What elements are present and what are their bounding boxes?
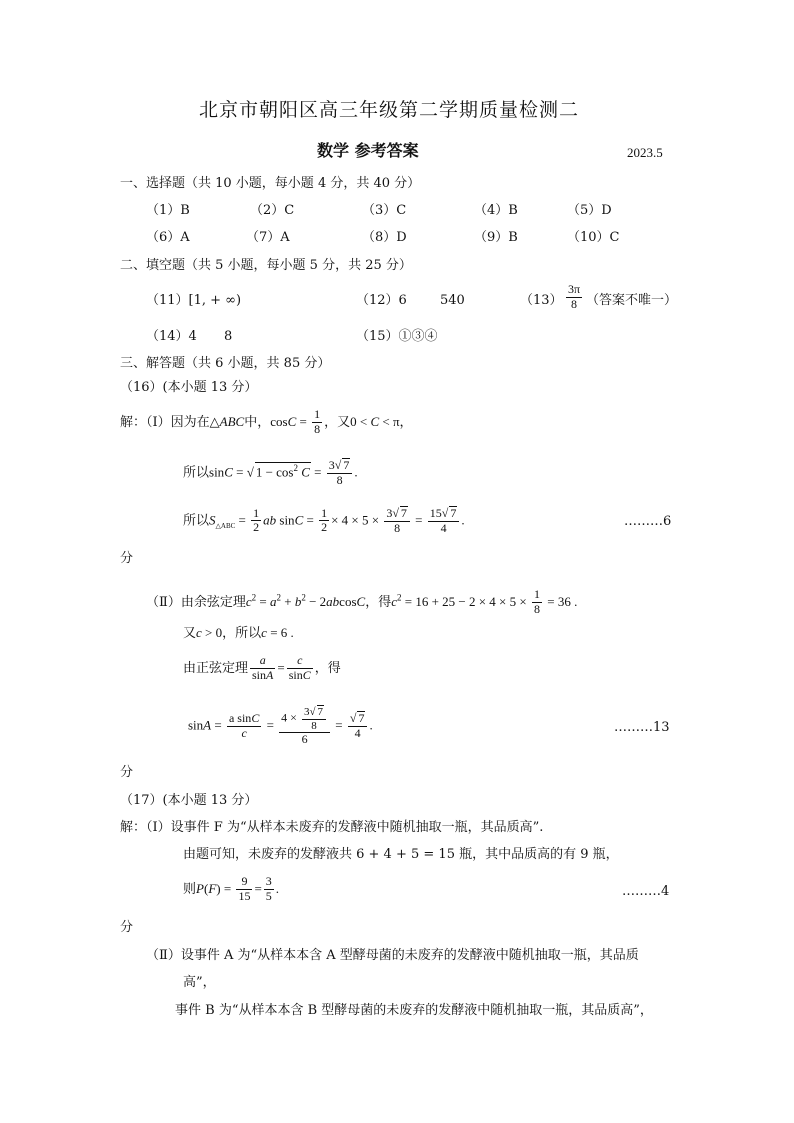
section-fill-heading: 二、填空题（共 5 小题，每小题 5 分，共 25 分） (120, 258, 412, 273)
answer-13-note: （答案不唯一） (586, 293, 678, 308)
score-6: ………6 (624, 514, 672, 529)
answer-15: （15）①③④ (356, 329, 438, 344)
problem-16-sine-rule: 由正弦定理 $\frac{a}{\sin A}$ = $\frac{c}{\sin C}$ ，得 (183, 653, 341, 682)
problem-16-part2-line1: （Ⅱ）由余弦定理$c^2 = a^2 + b^2 - 2abcosC$，得$c^2 = 16 + 25 - 2 \times 4 \times 5$ × $\frac{1}{8}$ = 36 . (146, 587, 578, 616)
part-2-label: （Ⅱ） (146, 594, 181, 610)
text: 由余弦定理 (180, 594, 246, 610)
answer-12: （12）6 (356, 293, 407, 308)
problem-17-part1-line2: 由题可知，未废弃的发酵液共 6 + 4 + 5 = 15 瓶，其中品质高的有 9 瓶， (183, 847, 619, 862)
answer-14-second: 8 (224, 329, 233, 344)
problem-16-area: 所以$S_{\triangle ABC}$ = $\frac{1}{2}$ ab sinC = $\frac{1}{2}$ × 4 × 5 × $\frac{3√ 7}{8}$ = $\frac{15√ 7}{4}$ . (183, 505, 465, 535)
score-unit: 分 (120, 551, 134, 566)
part-2-label: （Ⅱ） (146, 948, 181, 963)
fraction-numerator: 3π (568, 282, 581, 296)
problem-16-sinA: sinA = $\frac{\text{a sinC}}{c}$ = 4 × $\frac{3√ 7}{8}$ 6 = $\frac{√ 7}{4}$ . (188, 706, 373, 747)
answer-5: （5）D (567, 203, 612, 218)
answer-1: （1）B (146, 203, 190, 218)
answer-7: （7）A (246, 230, 290, 245)
score-13: ………13 (614, 720, 670, 735)
section-solve-heading: 三、解答题（共 6 小题，共 85 分） (120, 356, 331, 371)
part-1-label: （Ⅰ） (146, 820, 171, 835)
score-unit: 分 (120, 765, 134, 780)
text: ，所以 (222, 626, 262, 641)
part-1-label: （Ⅰ） (146, 414, 171, 430)
text: ，得 (365, 594, 392, 610)
problem-17-title: （17）(本小题 13 分） (120, 793, 258, 808)
exam-date: 2023.5 (627, 145, 663, 160)
answer-14: （14）4 (146, 329, 197, 344)
answer-13-label: （13） (520, 293, 563, 308)
text: 因为在 (170, 414, 210, 430)
page-title: 北京市朝阳区高三年级第二学期质量检测二 (199, 99, 580, 121)
text: ，得 (314, 660, 341, 676)
text: 又 (183, 626, 197, 641)
problem-16-title: （16）(本小题 13 分） (120, 380, 258, 395)
problem-16-part1-line1: 解：（Ⅰ）因为在△ABC中，cosC = $\frac{1}{8}$ ，又0 < C < π， (120, 407, 413, 436)
problem-17-part2-line3: 事件 B 为“从样本本含 B 型酵母菌的未废弃的发酵液中随机抽取一瓶，其品质高”， (175, 1003, 653, 1018)
text: 设事件 F 为“从样本未废弃的发酵液中随机抽取一瓶，其品质高”. (170, 820, 544, 835)
text: ，又 (324, 414, 351, 430)
score-4: ………4 (622, 884, 670, 899)
solution-label: 解： (120, 414, 147, 430)
text: 中， (244, 414, 271, 430)
problem-17-part2-line2: 高”， (183, 975, 216, 990)
fraction-denominator: 8 (571, 296, 578, 311)
answer-9: （9）B (474, 230, 518, 245)
page-subtitle: 数学 参考答案 (317, 141, 419, 160)
answer-4: （4）B (474, 203, 518, 218)
problem-17-part1-line1 (120, 820, 543, 836)
answer-3: （3）C (362, 203, 407, 218)
section-choice-heading: 一、选择题（共 10 小题，每小题 4 分，共 40 分） (120, 176, 421, 191)
problem-17-probability: 则P(F) = $\frac{9}{15}$ = $\frac{3}{5}$ . (183, 874, 280, 903)
problem-17-part2-line1 (146, 948, 639, 964)
text: 所以 (183, 465, 210, 481)
answer-10: （10）C (567, 230, 620, 245)
problem-16-sinC: 所以sinC = √ $1 - \cos^2 C$ = $\frac{3√ 7}{8}$ . (183, 458, 358, 487)
answer-6: （6）A (146, 230, 190, 245)
answer-2: （2）C (250, 203, 295, 218)
score-unit: 分 (120, 920, 134, 935)
text: 则 (183, 881, 197, 897)
answer-8: （8）D (362, 230, 407, 245)
text: 所以 (183, 513, 210, 529)
problem-16-c-value: 又c > 0，所以c = 6 . (183, 625, 294, 641)
text: ， (399, 414, 413, 430)
answer-13-fraction (564, 283, 584, 312)
answer-11: （11）[1, + ∞) (146, 293, 242, 308)
answer-12-second: 540 (440, 293, 465, 308)
text: 由正弦定理 (183, 660, 249, 676)
solution-label: 解： (120, 820, 147, 835)
text: 设事件 A 为“从样本本含 A 型酵母菌的未废弃的发酵液中随机抽取一瓶，其品质 (180, 948, 639, 963)
